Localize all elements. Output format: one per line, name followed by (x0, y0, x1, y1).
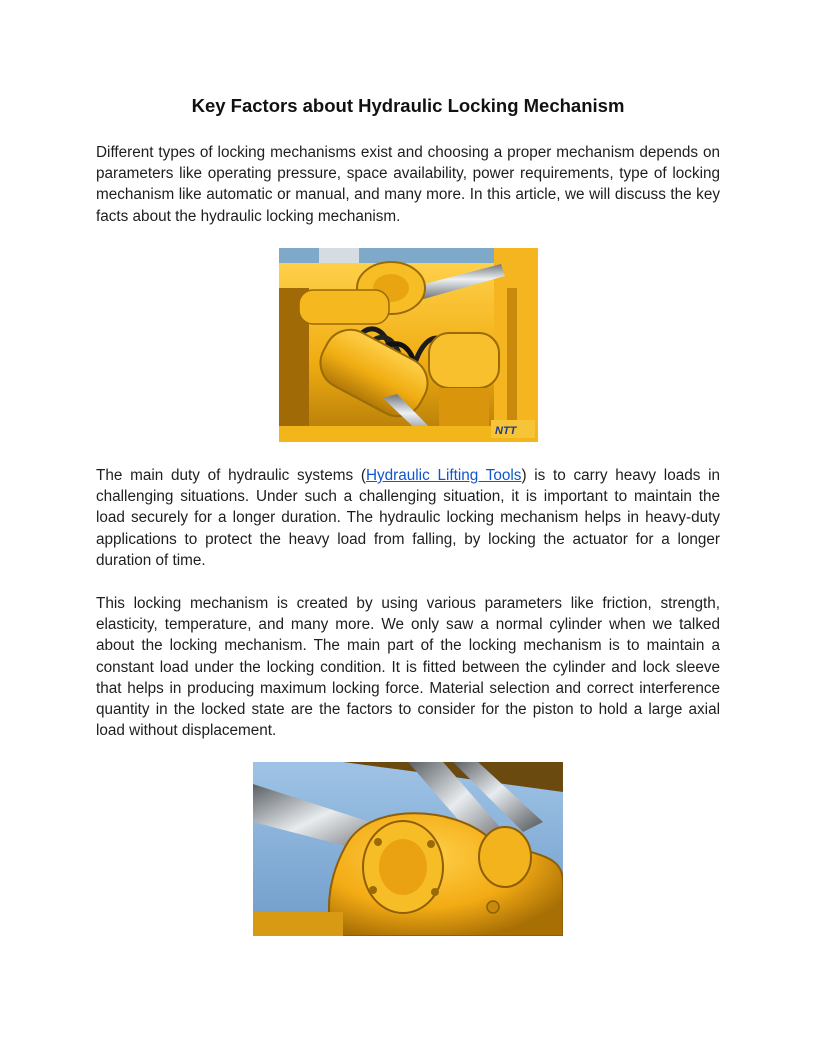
ntt-logo: NTT (495, 425, 517, 437)
cylinder-closeup-photo (253, 762, 563, 936)
intro-paragraph: Different types of locking mechanisms exist and choosing a proper mechanism depends on parameters like operating pressure, space availability, power requirements, type of locking mechanism like automatic or manual, and many more. In this article, we will discuss the key facts about the hydraulic locking mechanism. (96, 144, 720, 225)
duty-paragraph: The main duty of hydraulic systems (Hydraulic Lifting Tools) is to carry heavy loads in challenging situations. Under such a challenging situation, it is important to maintain the load securely for a longer duration. The hydraulic locking mechanism helps in heavy-duty applications to protect the heavy load from falling, by locking the actuator for a longer duration of time. (96, 467, 720, 569)
page-title: Key Factors about Hydraulic Locking Mechanism (191, 95, 625, 116)
mechanism-paragraph: This locking mechanism is created by using various parameters like friction, strength, elasticity, temperature, and many more. We only saw a normal cylinder when we talked about the locking mechanism. The main part of the locking mechanism is to maintain a constant load under the locking condition. It is fitted between the cylinder and lock sleeve that helps in producing maximum locking force. Material selection and correct interference quantity in the locked state are the factors to consider for the piston to hold a large axial load without displacement. (96, 595, 720, 740)
hydraulic-cylinders-photo (279, 248, 538, 442)
hydraulic-lifting-tools-link[interactable]: Hydraulic Lifting Tools (365, 467, 522, 484)
